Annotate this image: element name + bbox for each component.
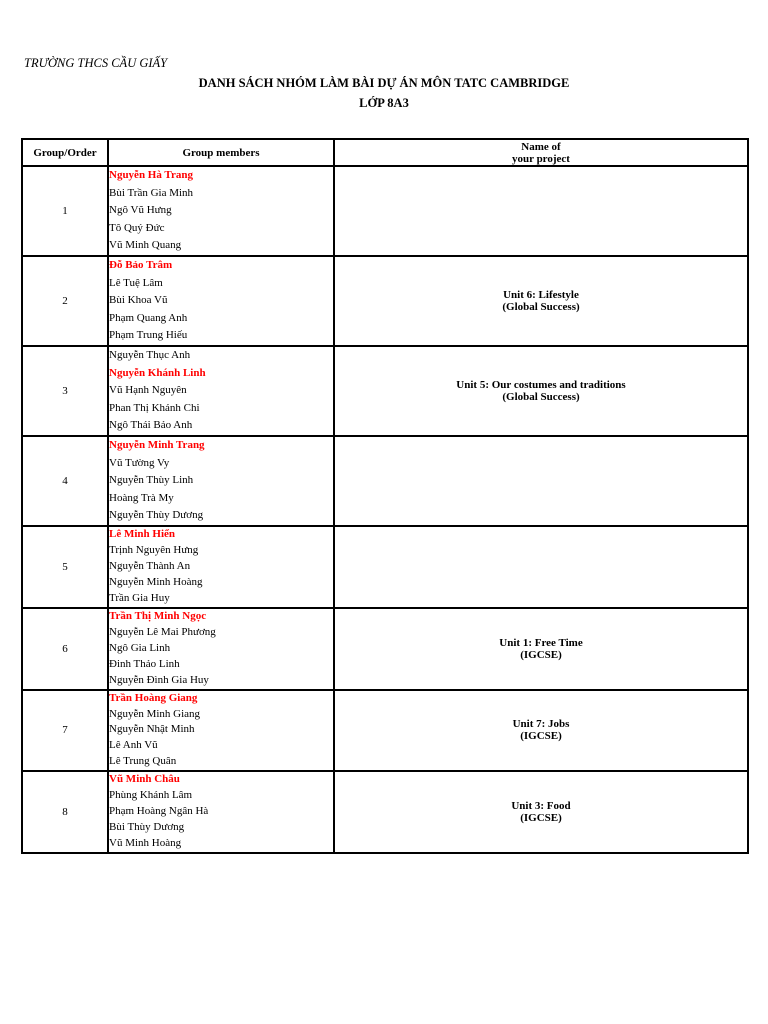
- member-name: Nguyễn Thục Anh: [109, 348, 191, 361]
- group-members-cell: [108, 436, 334, 526]
- group-order-cell: 7: [22, 690, 108, 771]
- group-leader-name: Trần Thị Minh Ngọc: [109, 610, 207, 623]
- group-row: [22, 690, 748, 771]
- member-name: Vũ Minh Hoàng: [109, 836, 182, 849]
- member-name: Bùi Khoa Vũ: [109, 294, 168, 307]
- project-name-cell: [334, 166, 748, 256]
- group-row: [22, 166, 748, 256]
- group-members-cell: [108, 166, 334, 256]
- member-name: Ngô Thái Bảo Anh: [109, 419, 193, 432]
- group-leader-name: Đỗ Bảo Trâm: [109, 258, 173, 271]
- project-title: Unit 3: Food: [511, 799, 571, 812]
- project-name-cell: [334, 771, 748, 853]
- member-name: Phạm Trung Hiếu: [109, 329, 188, 342]
- group-order-cell: 8: [22, 771, 108, 853]
- class-name: LỚP 8A3: [359, 96, 409, 110]
- member-name: Lê Anh Vũ: [109, 739, 158, 752]
- member-name: Lê Trung Quân: [109, 755, 177, 768]
- group-leader-name: Nguyễn Minh Trang: [109, 438, 205, 451]
- member-name: Ngô Gia Linh: [109, 641, 171, 654]
- member-name: Lê Tuệ Lâm: [109, 276, 163, 289]
- project-name-cell: [334, 526, 748, 608]
- member-name: Phan Thị Khánh Chi: [109, 401, 200, 414]
- project-title: Unit 1: Free Time: [499, 636, 583, 649]
- member-name: Phạm Hoàng Ngân Hà: [109, 804, 209, 817]
- group-leader-name: Vũ Minh Châu: [109, 773, 180, 786]
- project-source: (Global Success): [502, 300, 580, 313]
- member-name: Vũ Minh Quang: [109, 239, 182, 252]
- project-title: Unit 7: Jobs: [512, 718, 570, 731]
- member-name: Phùng Khánh Lâm: [109, 789, 193, 802]
- project-name-cell: [334, 690, 748, 771]
- group-row: [22, 771, 748, 853]
- member-name: Ngô Vũ Hưng: [109, 204, 172, 217]
- group-row: [22, 256, 748, 346]
- group-order-cell: 6: [22, 608, 108, 690]
- group-leader-name: Nguyễn Hà Trang: [109, 169, 193, 181]
- member-name: Nguyễn Minh Hoàng: [109, 575, 203, 588]
- project-name-cell: [334, 256, 748, 346]
- group-order-cell: 5: [22, 526, 108, 608]
- project-name-cell: [334, 608, 748, 690]
- member-name: Đinh Thảo Linh: [109, 657, 180, 670]
- group-order-cell: 1: [22, 166, 108, 256]
- member-name: Nguyễn Thành An: [109, 559, 191, 572]
- member-name: Nguyễn Thùy Linh: [109, 474, 194, 487]
- member-name: Nguyễn Lê Mai Phương: [109, 626, 216, 639]
- member-name: Vũ Tường Vy: [109, 456, 170, 469]
- school-name: TRƯỜNG THCS CẦU GIẤY: [24, 56, 168, 70]
- group-members-cell: [108, 256, 334, 346]
- project-title: Unit 5: Our costumes and traditions: [456, 378, 626, 391]
- group-row: [22, 346, 748, 436]
- project-name-cell: [334, 346, 748, 436]
- member-name: Bùi Thùy Dương: [109, 820, 185, 833]
- header-group-members: Group members: [108, 139, 334, 166]
- table-header-row: [22, 139, 748, 166]
- project-source: (IGCSE): [520, 811, 562, 824]
- project-source: (IGCSE): [520, 730, 562, 743]
- member-name: Trịnh Nguyên Hưng: [109, 544, 199, 557]
- group-members-cell: [108, 690, 334, 771]
- group-row: [22, 526, 748, 608]
- member-name: Vũ Hạnh Nguyên: [109, 384, 187, 397]
- group-leader-name: Trần Hoàng Giang: [109, 691, 198, 704]
- group-order-cell: 2: [22, 256, 108, 346]
- member-name: Hoàng Trà My: [109, 491, 174, 504]
- header-project-line2: your project: [512, 152, 570, 165]
- group-row: [22, 608, 748, 690]
- group-leader-name: Lê Minh Hiển: [109, 528, 176, 541]
- group-leader-name: Nguyễn Khánh Linh: [109, 366, 206, 379]
- member-name: Nguyễn Minh Giang: [109, 707, 201, 720]
- header-project-line1: Name of: [521, 140, 561, 153]
- member-name: Nguyễn Đình Gia Huy: [109, 673, 209, 686]
- header-group-order: Group/Order: [22, 139, 108, 166]
- group-members-cell: [108, 608, 334, 690]
- project-source: (IGCSE): [520, 648, 562, 661]
- member-name: Nguyễn Nhật Minh: [109, 723, 195, 736]
- group-members-cell: [108, 526, 334, 608]
- group-order-cell: 3: [22, 346, 108, 436]
- member-name: Nguyễn Thùy Dương: [109, 509, 204, 522]
- member-name: Phạm Quang Anh: [109, 311, 188, 324]
- project-source: (Global Success): [502, 390, 580, 403]
- project-title: Unit 6: Lifestyle: [503, 288, 579, 301]
- group-order-cell: 4: [22, 436, 108, 526]
- project-name-cell: [334, 436, 748, 526]
- member-name: Trần Gia Huy: [109, 591, 170, 604]
- group-row: [22, 436, 748, 526]
- member-name: Tô Quý Đức: [109, 221, 165, 234]
- group-table: [21, 138, 749, 854]
- document-title: DANH SÁCH NHÓM LÀM BÀI DỰ ÁN MÔN TATC CAMBRIDGE: [198, 76, 570, 90]
- group-members-cell: [108, 346, 334, 436]
- member-name: Bùi Trần Gia Minh: [109, 186, 194, 199]
- group-members-cell: [108, 771, 334, 853]
- header-project-name: [334, 139, 748, 166]
